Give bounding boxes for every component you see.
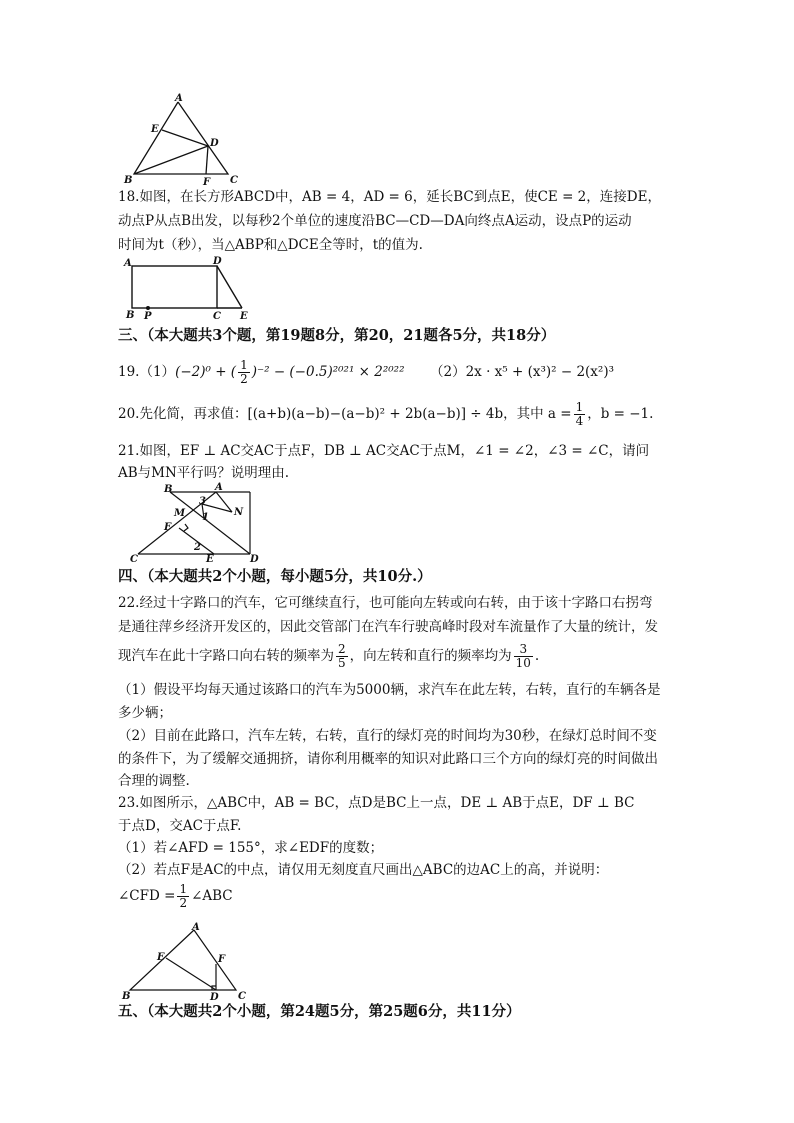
q20-line	[118, 400, 653, 428]
label-C: C	[130, 554, 138, 564]
q22-line1: 22.经过十字路口的汽车，它可继续直行，也可能向左转或向右转，由于该十字路口右拐弯	[118, 595, 653, 611]
label-C: C	[238, 991, 246, 1002]
q18-line2: 动点P从点B出发，以每秒2个单位的速度沿BC—CD—DA向终点A运动，设点P的运动	[118, 213, 632, 229]
label-C: C	[213, 311, 221, 320]
label-F: F	[218, 954, 226, 965]
label-M: M	[174, 508, 186, 519]
q19-number: 19.（1）	[118, 364, 176, 380]
label-A: A	[192, 922, 200, 933]
q19-expr-part1: (−2)⁰ + (	[175, 364, 237, 380]
label-2: 2	[194, 542, 201, 553]
q22-part1-line2: 多少辆；	[118, 705, 172, 721]
label-E: E	[240, 311, 248, 320]
q22-part1-line1: （1）假设平均每天通过该路口的汽车为5000辆，求汽车在此左转，右转，直行的车辆各是	[118, 682, 661, 698]
figure-23	[118, 922, 258, 1002]
label-B: B	[124, 175, 133, 186]
label-A: A	[175, 93, 183, 104]
label-F: F	[203, 177, 211, 188]
q19-expr-part2: )⁻² − (−0.5)²⁰²¹ × 2²⁰²²	[251, 364, 405, 380]
q21-line1: 21.如图，EF ⊥ AC交AC于点F，DB ⊥ AC交AC于点M，∠1 = ∠2，∠3 = ∠C，请问	[118, 443, 650, 459]
label-P: P	[144, 311, 152, 320]
q22-part2-line1: （2）目前在此路口，汽车左转，右转，直行的绿灯亮的时间均为30秒，在绿灯总时间不变	[118, 728, 657, 744]
label-C: C	[230, 175, 238, 186]
label-3: 3	[199, 496, 206, 507]
label-F: F	[164, 522, 172, 533]
q23-part1: （1）若∠AFD = 155°，求∠EDF的度数；	[118, 840, 384, 856]
label-B: B	[164, 484, 173, 495]
q22-line3: 现汽车在此十字路口向右转的频率为 $\frac{2}{5}$ ，向左转和直行的频率均为 $\frac{3}{10}$ .	[118, 642, 540, 670]
label-D: D	[213, 256, 222, 267]
q23-fraction: $\frac{1}{2}$	[179, 882, 188, 910]
q20-tail: ，b = −1.	[587, 406, 654, 422]
q20-fraction: $\frac{1}{4}$	[575, 400, 584, 428]
q20-text: 20.先化简，再求值：[(a+b)(a−b)−(a−b)² + 2b(a−b)] ÷ 4b，其中 a =	[118, 406, 572, 422]
q23-part2: （2）若点F是AC的中点，请仅用无刻度直尺画出△ABC的边AC上的高，并说明：	[118, 862, 609, 878]
q22-fraction-left-straight: $\frac{3}{10}$	[515, 642, 531, 670]
q18-line3: 时间为t（秒），当△ABP和△DCE全等时，t的值为.	[118, 237, 423, 253]
q22-part2-line3: 合理的调整.	[118, 773, 190, 789]
label-D: D	[210, 138, 219, 149]
label-E: E	[151, 124, 159, 135]
label-D: D	[250, 554, 259, 564]
q22-part2-line2: 的条件下，为了缓解交通拥挤，请你利用概率的知识对此路口三个方向的绿灯亮的时间做出	[118, 751, 658, 767]
q18-line1: 18.如图，在长方形ABCD中，AB = 4，AD = 6，延长BC到点E，使CE = 2，连接DE，	[118, 189, 661, 205]
label-B: B	[122, 991, 131, 1002]
q22-line2: 是通往萍乡经济开发区的，因此交管部门在汽车行驶高峰时段对车流量作了大量的统计，发	[118, 619, 658, 635]
label-N: N	[234, 507, 244, 518]
section-3-heading: 三、（本大题共3个题，第19题8分，第20，21题各5分，共18分）	[118, 327, 556, 344]
label-A: A	[215, 482, 223, 493]
q23-line2: 于点D，交AC于点F.	[118, 818, 242, 834]
label-D: D	[210, 992, 219, 1002]
q21-line2: AB与MN平行吗？说明理由.	[118, 465, 290, 481]
q23-equation: ∠CFD = $\frac{1}{2}$ ∠ABC	[118, 882, 233, 910]
q23-line1: 23.如图所示，△ABC中，AB = BC，点D是BC上一点，DE ⊥ AB于点E，DF ⊥ BC	[118, 795, 635, 811]
q19-line	[118, 358, 405, 386]
q19-fraction: $\frac{1}{2}$	[240, 358, 248, 386]
label-A: A	[124, 258, 132, 269]
q22-fraction-right: $\frac{2}{5}$	[338, 642, 346, 670]
q19-part2: （2）2x · x⁵ + (x³)² − 2(x²)³	[430, 364, 615, 380]
section-5-heading: 五、（本大题共2个小题，第24题5分，第25题6分，共11分）	[118, 1003, 521, 1020]
label-E: E	[206, 554, 214, 564]
label-E: E	[157, 952, 165, 963]
figure-18	[118, 254, 258, 320]
figure-21	[124, 482, 270, 564]
label-1: 1	[202, 512, 209, 523]
section-4-heading: 四、（本大题共2个小题，每小题5分，共10分.）	[118, 568, 432, 585]
label-B: B	[126, 310, 135, 320]
figure-17	[118, 92, 248, 188]
